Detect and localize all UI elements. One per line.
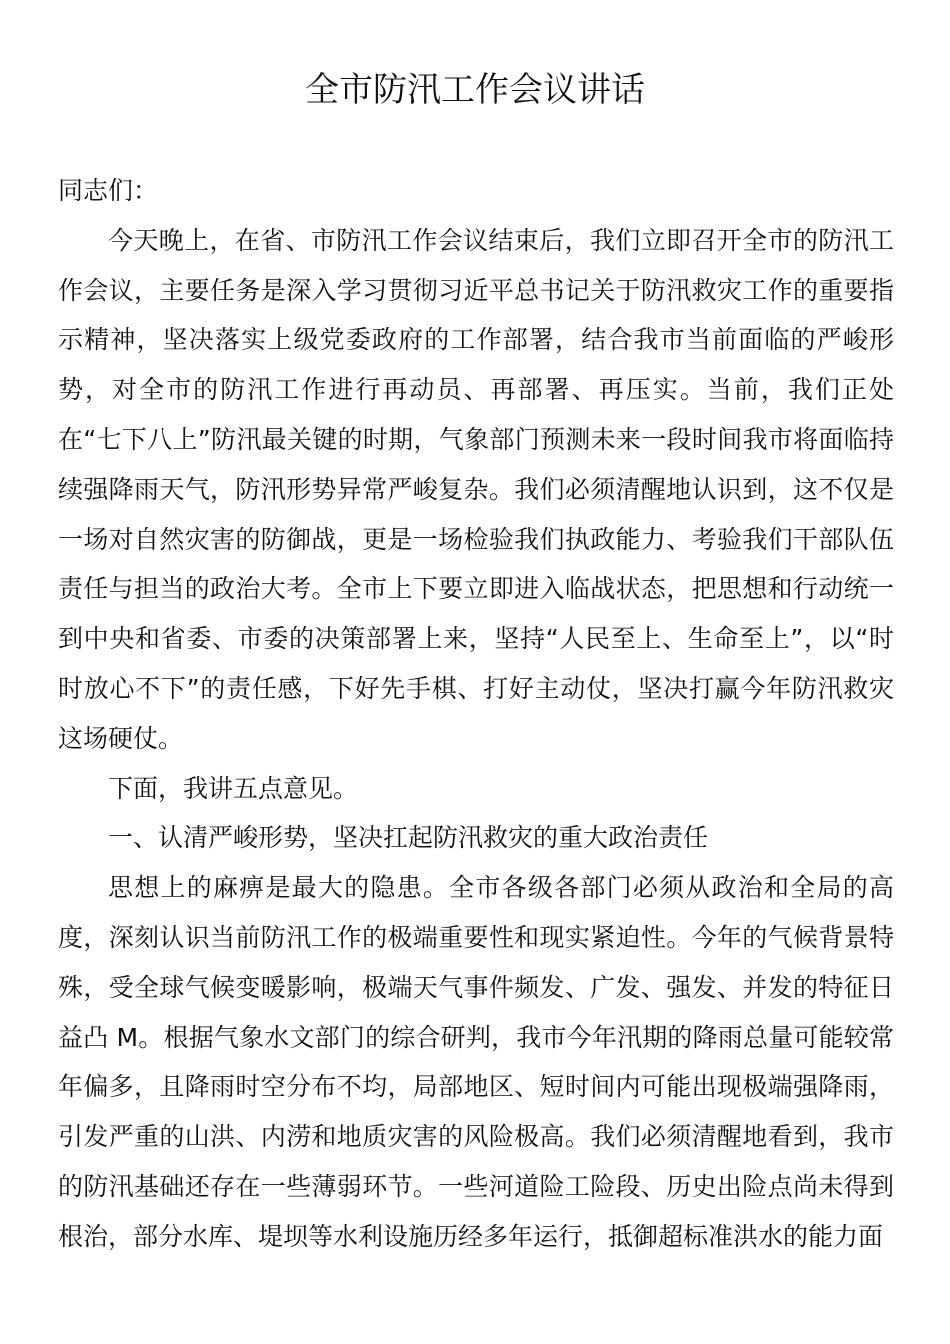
section-heading-1: 一、认清严峻形势，坚决扛起防汛救灾的重大政治责任 [108,823,709,853]
salutation: 同志们： [58,176,159,205]
paragraph-transition: 下面，我讲五点意见。 [108,773,359,803]
document-title: 全市防汛工作会议讲话 [305,70,645,110]
document-body [58,166,894,1262]
paragraph-section-1: 思想上的麻痹是最大的隐患。全市各级各部门必须从政治和全局的高度，深刻认识当前防汛工作的极端重要性和现实紧迫性。今年的气候背景特殊，受全球气候变暖影响，极端天气事件频发、广发、强发、并发的特征日益凸 M。根据气象水文部门的综合研判，我市今年汛期的降雨总量可能较常年偏多，且降雨时空分布不均，局部地区、短时间内可能出现极端强降雨，引发严重的山洪、内涝和地质灾害的风险极高。我们必须清醒地看到，我市的防汛基础还存在一些薄弱环节。一些河道险工险段、历史出险点尚未得到根治，部分水库、堤坝等水利设施历经多年运行，抵御超标准洪水的能力面 [58,873,894,1251]
paragraph-opening: 今天晚上，在省、市防汛工作会议结束后，我们立即召开全市的防汛工作会议，主要任务是深入学习贯彻习近平总书记关于防汛救灾工作的重要指示精神，坚决落实上级党委政府的工作部署，结合我市当前面临的严峻形势，对全市的防汛工作进行再动员、再部署、再压实。当前，我们正处在“七下八上”防汛最关键的时期，气象部门预测未来一段时间我市将面临持续强降雨天气，防汛形势异常严峻复杂。我们必须清醒地认识到，这不仅是一场对自然灾害的防御战，更是一场检验我们执政能力、考验我们干部队伍责任与担当的政治大考。全市上下要立即进入临战状态，把思想和行动统一到中央和省委、市委的决策部署上来，坚持“人民至上、生命至上”，以“时时放心不下”的责任感，下好先手棋、打好主动仗，坚决打赢今年防汛救灾这场硬仗。 [58,225,894,753]
